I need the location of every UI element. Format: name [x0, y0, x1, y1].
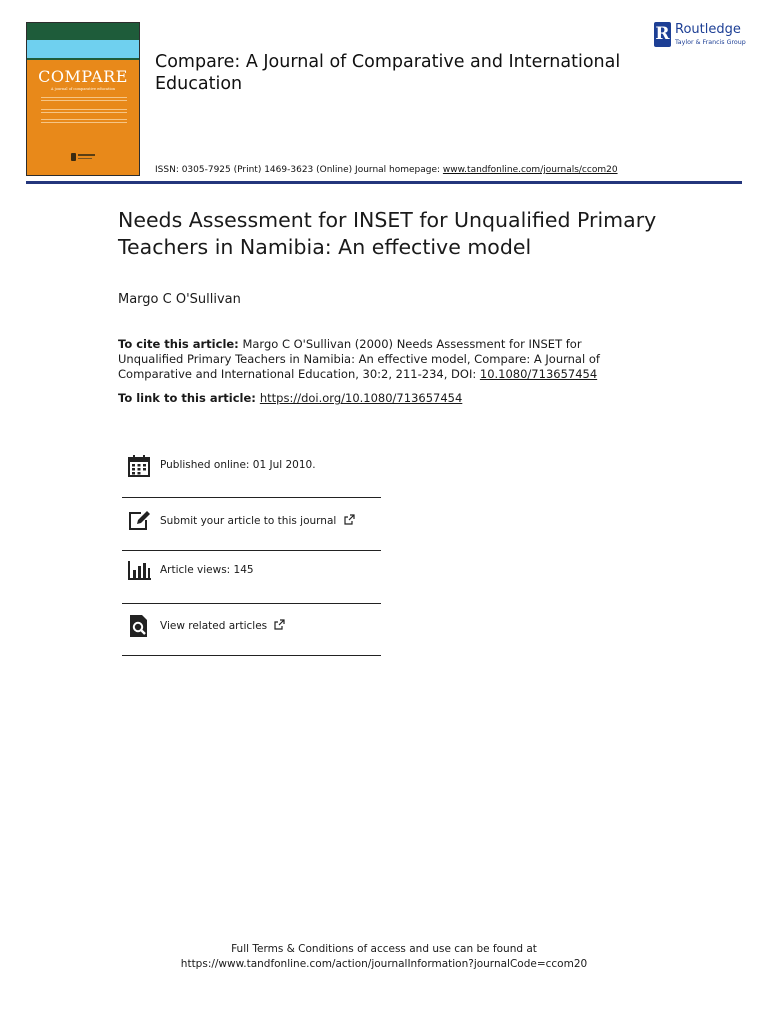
external-link-icon: [344, 514, 355, 525]
related-articles-row[interactable]: [122, 613, 381, 641]
publisher-logo[interactable]: [654, 22, 750, 50]
submit-article-label: Submit your article to this journal: [160, 515, 337, 527]
publisher-name: Routledge: [675, 22, 741, 37]
submit-article-link[interactable]: [160, 514, 355, 527]
external-link-icon: [274, 619, 285, 630]
cover-publisher-logo: [71, 153, 97, 163]
journal-title: Compare: A Journal of Comparative and International Education: [155, 52, 621, 94]
article-doi-url[interactable]: https://doi.org/10.1080/713657454: [259, 391, 463, 405]
header-divider: [26, 181, 742, 184]
doi-link[interactable]: 10.1080/713657454: [479, 367, 598, 381]
published-row: [122, 453, 381, 481]
article-author: Margo C O'Sullivan: [118, 292, 241, 307]
footer: [0, 942, 768, 971]
divider: [122, 550, 381, 551]
citation-block: [118, 337, 648, 382]
related-search-icon: [126, 613, 152, 639]
divider: [122, 497, 381, 498]
footer-terms-url[interactable]: https://www.tandfonline.com/action/journalInformation?journalCode=ccom20: [180, 957, 588, 970]
calendar-icon: [126, 453, 152, 479]
related-articles-label: View related articles: [160, 620, 268, 632]
journal-homepage-link[interactable]: www.tandfonline.com/journals/ccom20: [442, 165, 618, 175]
bar-chart-icon: [126, 558, 152, 584]
divider: [122, 603, 381, 604]
article-views-row: [122, 558, 381, 586]
article-title: Needs Assessment for INSET for Unqualified Primary Teachers in Namibia: An effective model: [118, 208, 657, 259]
footer-terms-text: Full Terms & Conditions of access and use can be found at: [231, 943, 537, 955]
submit-article-row[interactable]: [122, 508, 381, 536]
issn-line: [155, 165, 618, 175]
related-articles-link[interactable]: [160, 619, 285, 632]
cite-text: Margo C O'Sullivan (2000) Needs Assessment for INSET for Unqualified Primary Teachers in Namibia: An effective model, Compare: A Journal of Comparative and International Education, 30:2, 211-234, DOI:: [118, 337, 600, 381]
publisher-subtitle: Taylor & Francis Group: [675, 39, 746, 46]
cite-label: To cite this article:: [118, 337, 239, 351]
cover-title: COMPARE: [38, 67, 128, 86]
cover-subtitle: A journal of comparative education: [50, 87, 116, 91]
link-label: To link to this article:: [118, 391, 260, 405]
journal-cover-image: [26, 22, 140, 176]
divider: [122, 655, 381, 656]
edit-icon: [126, 508, 152, 534]
issn-text: ISSN: 0305-7925 (Print) 1469-3623 (Online) Journal homepage:: [155, 165, 443, 175]
routledge-r-icon: R: [654, 22, 671, 47]
link-line: [118, 391, 462, 405]
article-views: Article views: 145: [160, 564, 254, 576]
published-date: Published online: 01 Jul 2010.: [160, 459, 316, 471]
